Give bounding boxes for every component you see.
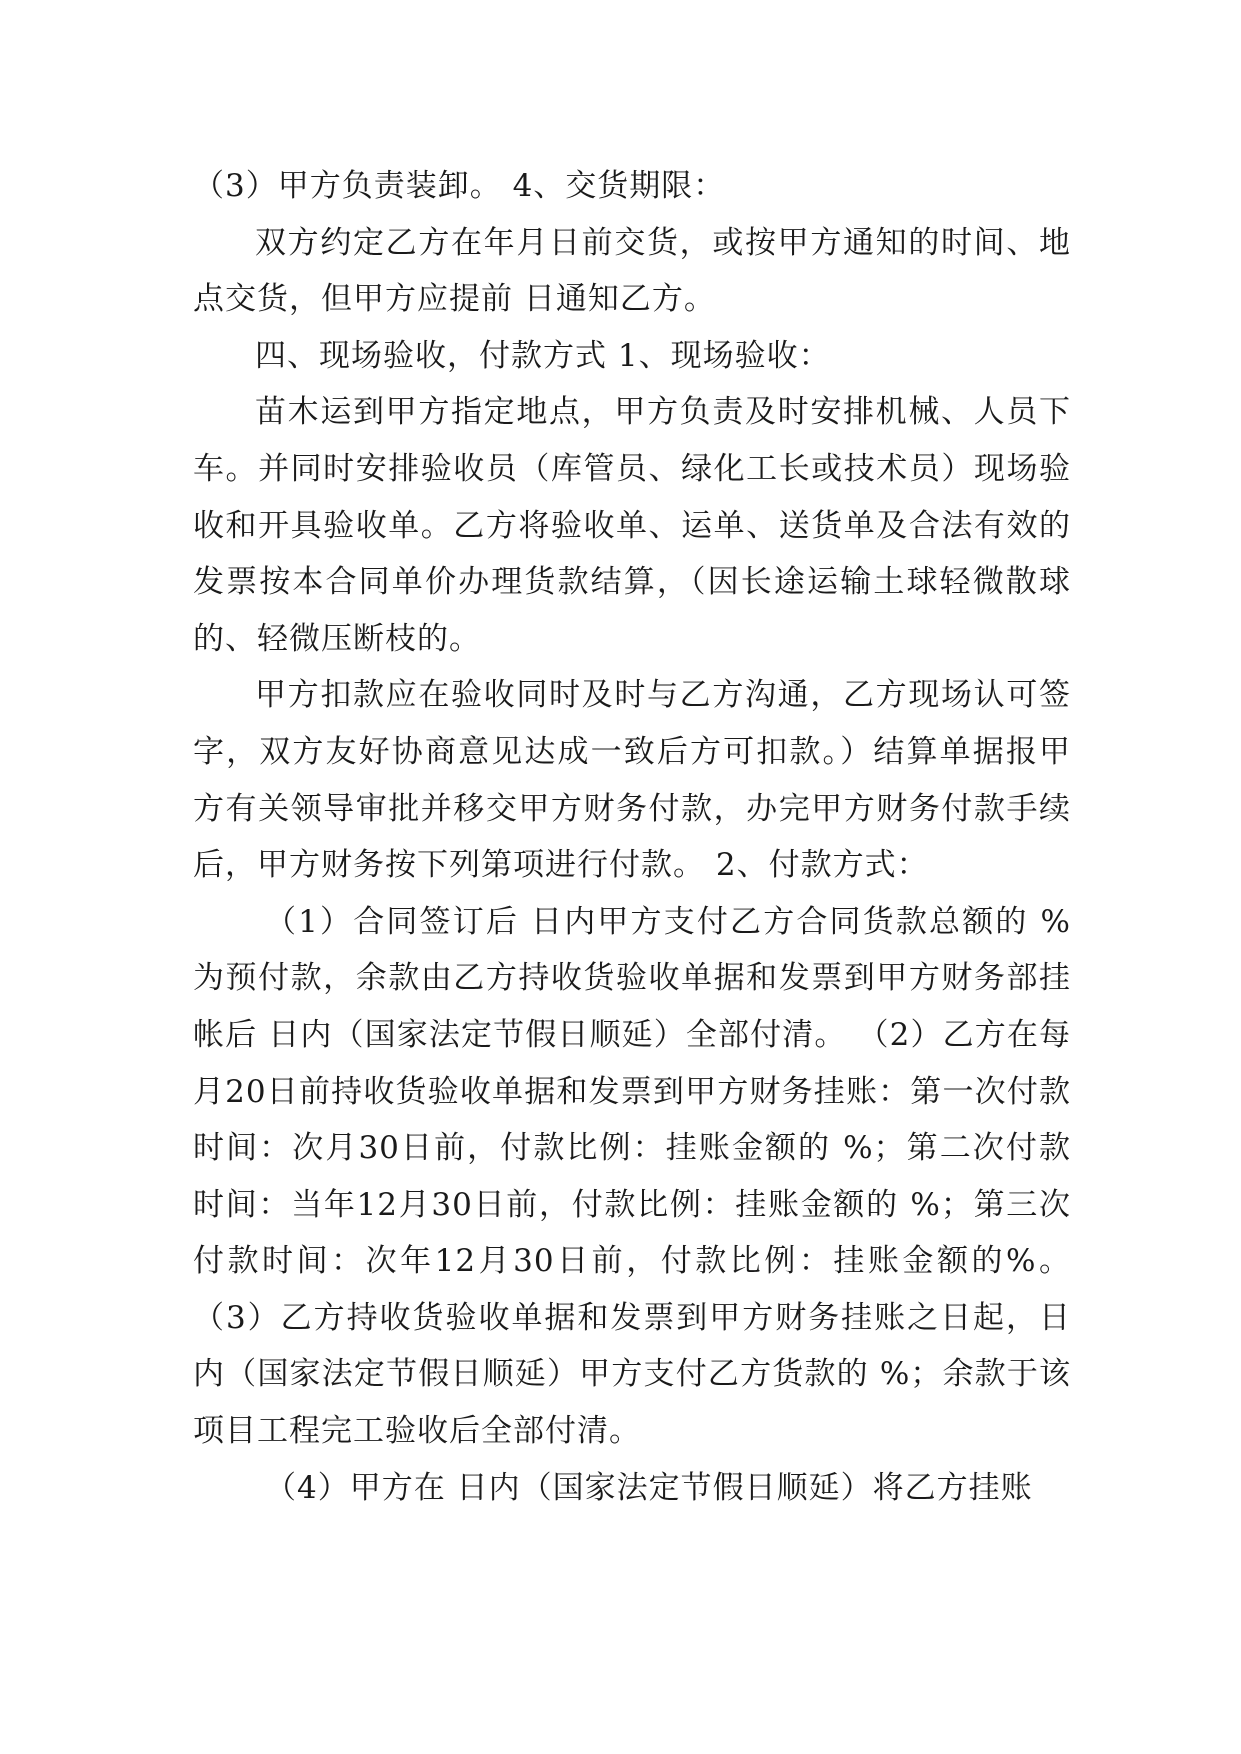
paragraph-payment-terms: （1）合同签订后 日内甲方支付乙方合同货款总额的 %为预付款，余款由乙方持收货验收单据和发票到甲方财务部挂帐后 日内（国家法定节假日顺延）全部付清。 （2）乙方在每月20日前持收货验收单据和发票到甲方财务挂账：第一次付款时间：次月30日前，付款比例：挂账金额的 %；第二次付款时间：当年12月30日前，付款比例：挂账金额的 %；第三次付款时间：次年12月30日前，付款比例：挂账金额的%。 （3）乙方持收货验收单据和发票到甲方财务挂账之日起，日内（国家法定节假日顺延）甲方支付乙方货款的 %；余款于该项目工程完工验收后全部付清。: [193, 903, 1071, 1450]
paragraph-delivery-deadline: 双方约定乙方在年月日前交货，或按甲方通知的时间、地点交货，但甲方应提前 日通知乙方。: [193, 224, 1071, 318]
paragraph-deduction-settlement: 甲方扣款应在验收同时及时与乙方沟通，乙方现场认可签字，双方友好协商意见达成一致后方可扣款。）结算单据报甲方有关领导审批并移交甲方财务付款，办完甲方财务付款手续后，甲方财务按下列第项进行付款。 2、付款方式：: [193, 677, 1071, 884]
paragraph-onsite-acceptance: 苗木运到甲方指定地点，甲方负责及时安排机械、人员下车。并同时安排验收员（库管员、绿化工长或技术员）现场验收和开具验收单。乙方将验收单、运单、送货单及合法有效的发票按本合同单价办理货款结算，（因长途运输土球轻微散球的、轻微压断枝的。: [193, 394, 1071, 657]
paragraph-acceptance-heading: 四、现场验收，付款方式 1、现场验收：: [255, 337, 831, 374]
document-body: [193, 158, 1071, 1516]
paragraph-loading-clause: （3）甲方负责装卸。 4、交货期限：: [193, 168, 726, 204]
paragraph-payment-item-4: （4）甲方在 日内（国家法定节假日顺延）将乙方挂账: [265, 1469, 1033, 1506]
